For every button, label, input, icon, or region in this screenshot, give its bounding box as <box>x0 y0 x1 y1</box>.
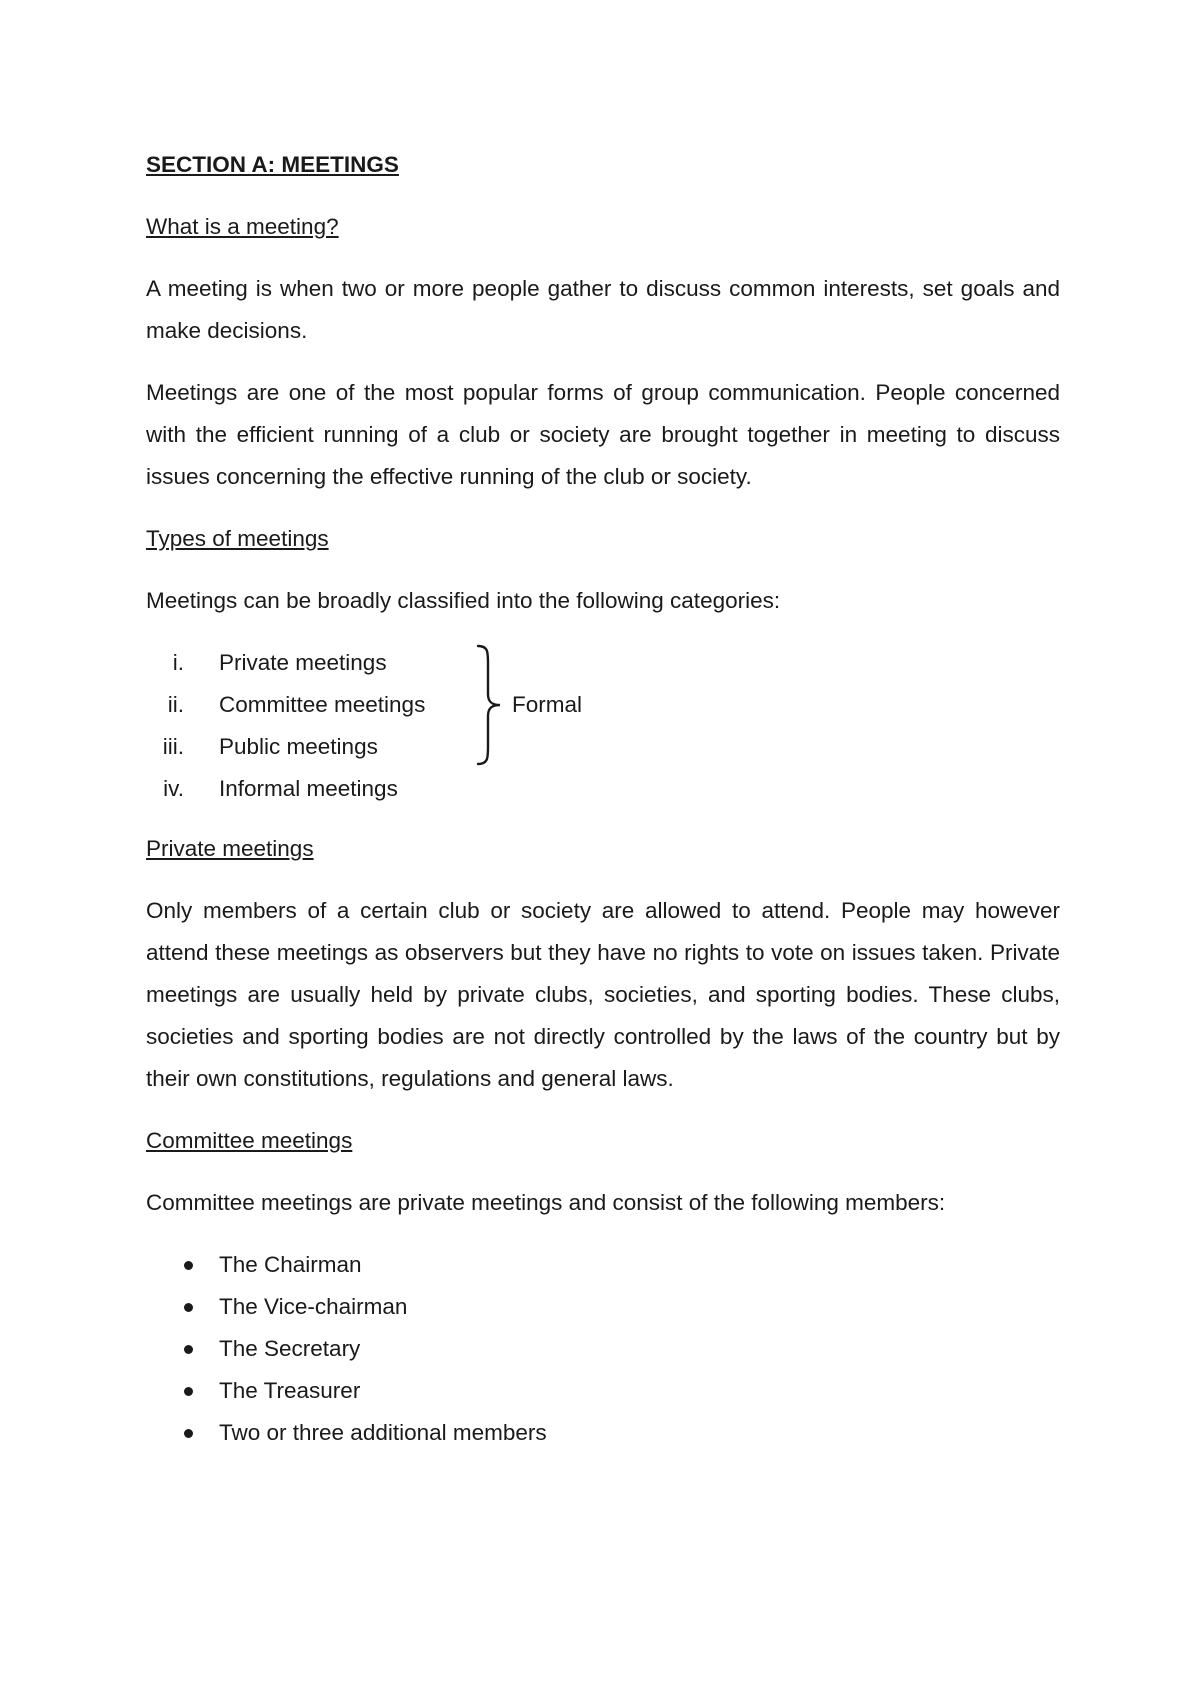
list-number: i. <box>172 650 184 675</box>
meeting-types-list <box>146 642 1060 810</box>
private-meetings-heading: Private meetings <box>146 836 314 861</box>
formal-label: Formal <box>512 692 583 717</box>
list-item <box>146 1286 1060 1328</box>
bullet-icon <box>184 1303 193 1312</box>
bullet-icon <box>184 1345 193 1354</box>
bullet-icon <box>184 1429 193 1438</box>
list-item <box>146 726 1060 768</box>
list-item <box>146 1328 1060 1370</box>
list-item-label: Private meetings <box>219 650 387 675</box>
list-number: iii. <box>162 734 184 759</box>
list-item-label: Two or three additional members <box>219 1420 547 1445</box>
bullet-icon <box>184 1387 193 1396</box>
list-item <box>146 684 1060 726</box>
intro-paragraph: Meetings are one of the most popular forms of group communication. People concerned with the efficient running of a club or society are brought together in meeting to discuss issues concerning the effective running of the club or society. <box>146 380 1060 489</box>
definition-paragraph: A meeting is when two or more people gather to discuss common interests, set goals and make decisions. <box>146 276 1060 343</box>
list-item <box>146 1370 1060 1412</box>
list-item-label: The Treasurer <box>219 1378 361 1403</box>
list-item-label: The Vice-chairman <box>219 1294 408 1319</box>
document-body <box>146 144 1060 1454</box>
section-title: SECTION A: MEETINGS <box>146 152 399 177</box>
types-intro-paragraph: Meetings can be broadly classified into the following categories: <box>146 588 781 613</box>
list-item <box>146 1412 1060 1454</box>
list-item <box>146 1244 1060 1286</box>
list-item-label: The Chairman <box>219 1252 362 1277</box>
list-item-label: Public meetings <box>219 734 378 759</box>
committee-intro-paragraph: Committee meetings are private meetings and consist of the following members: <box>146 1190 946 1215</box>
bullet-icon <box>184 1261 193 1270</box>
list-number: iv. <box>163 776 184 801</box>
right-brace-icon <box>474 642 504 768</box>
list-item <box>146 768 1060 810</box>
list-item-label: Informal meetings <box>219 776 398 801</box>
committee-members-list <box>146 1244 1060 1454</box>
list-item-label: The Secretary <box>219 1336 361 1361</box>
private-meetings-paragraph: Only members of a certain club or society are allowed to attend. People may however attend these meetings as observers but they have no rights to vote on issues taken. Private meetings are usually held by private clubs, societies, and sporting bodies. These clubs, societies and sporting bodies are not directly controlled by the laws of the country but by their own constitutions, regulations and general laws. <box>146 898 1060 1091</box>
types-heading: Types of meetings <box>146 526 329 551</box>
list-item-label: Committee meetings <box>219 692 426 717</box>
list-number: ii. <box>167 692 184 717</box>
list-item <box>146 642 1060 684</box>
what-is-meeting-heading: What is a meeting? <box>146 214 339 239</box>
committee-meetings-heading: Committee meetings <box>146 1128 353 1153</box>
